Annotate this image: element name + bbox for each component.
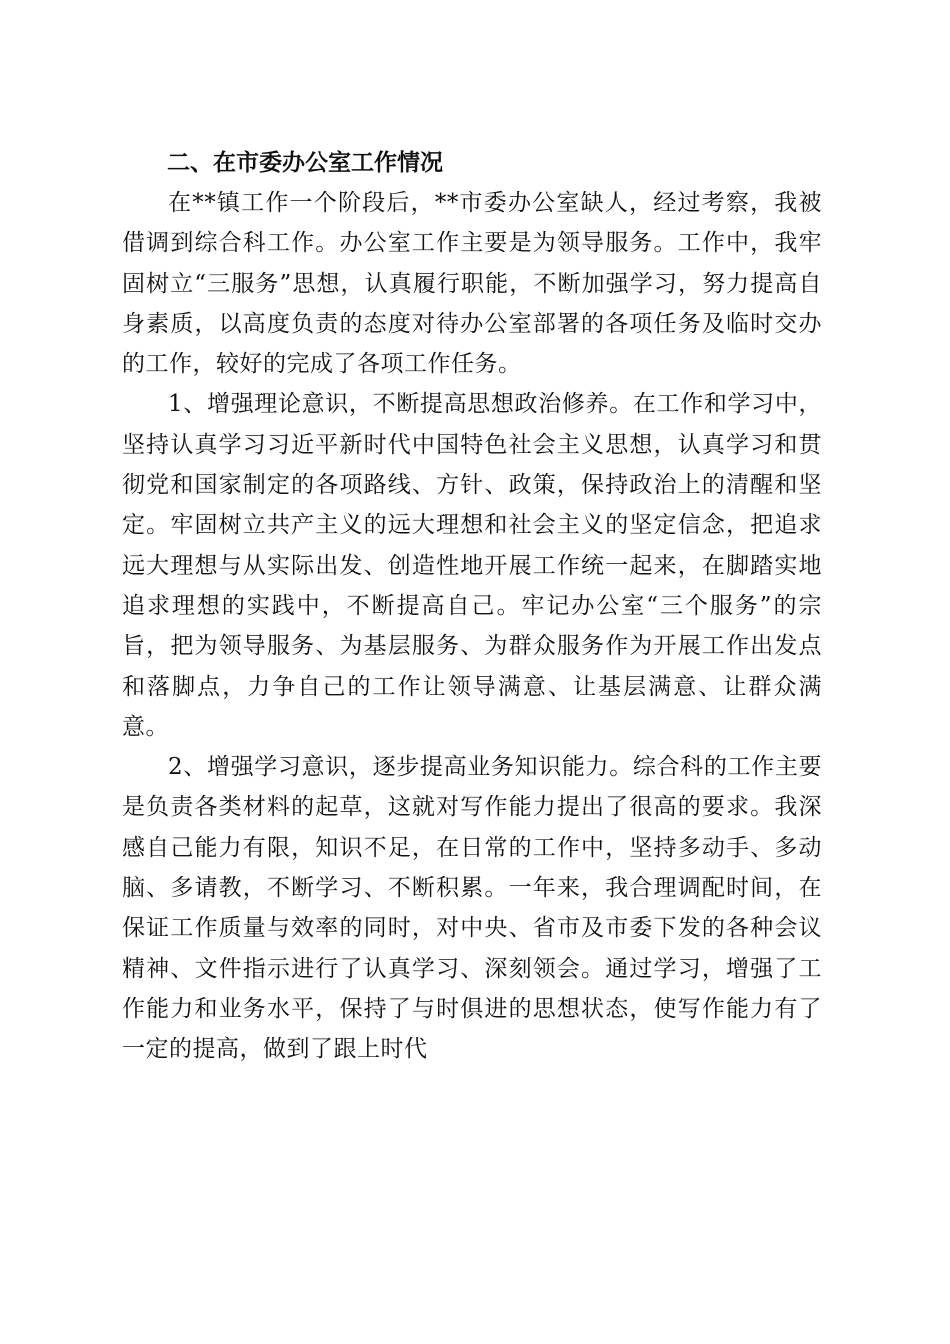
paragraph-point-1: 1、增强理论意识，不断提高思想政治修养。在工作和学习中，坚持认真学习习近平新时代中国特色社会主义思想，认真学习和贯彻党和国家制定的各项路线、方针、政策，保持政治上的清醒和坚定。牢固树立共产主义的远大理想和社会主义的坚定信念，把追求远大理想与从实际出发、创造性地开展工作统一起来，在脚踏实地追求理想的实践中，不断提高自己。牢记办公室“三个服务”的宗旨，把为领导服务、为基层服务、为群众服务作为开展工作出发点和落脚点，力争自己的工作让领导满意、让基层满意、让群众满意。 [122,391,822,740]
paragraph-point-2: 2、增强学习意识，逐步提高业务知识能力。综合科的工作主要是负责各类材料的起草，这就对写作能力提出了很高的要求。我深感自己能力有限，知识不足，在日常的工作中，坚持多动手、多动脑、多请教，不断学习、不断积累。一年来，我合理调配时间，在保证工作质量与效率的同时，对中央、省市及市委下发的各种会议精神、文件指示进行了认真学习、深刻领会。通过学习，增强了工作能力和业务水平，保持了与时俱进的思想状态，使写作能力有了一定的提高，做到了跟上时代 [122,754,822,1063]
document-body [122,143,822,1070]
paragraph-intro: 在**镇工作一个阶段后，**市委办公室缺人，经过考察，我被借调到综合科工作。办公室工作主要是为领导服务。工作中，我牢固树立“三服务”思想，认真履行职能，不断加强学习，努力提高自身素质，以高度负责的态度对待办公室部署的各项任务及临时交办的工作，较好的完成了各项工作任务。 [122,190,822,378]
section-heading: 二、在市委办公室工作情况 [167,150,443,176]
